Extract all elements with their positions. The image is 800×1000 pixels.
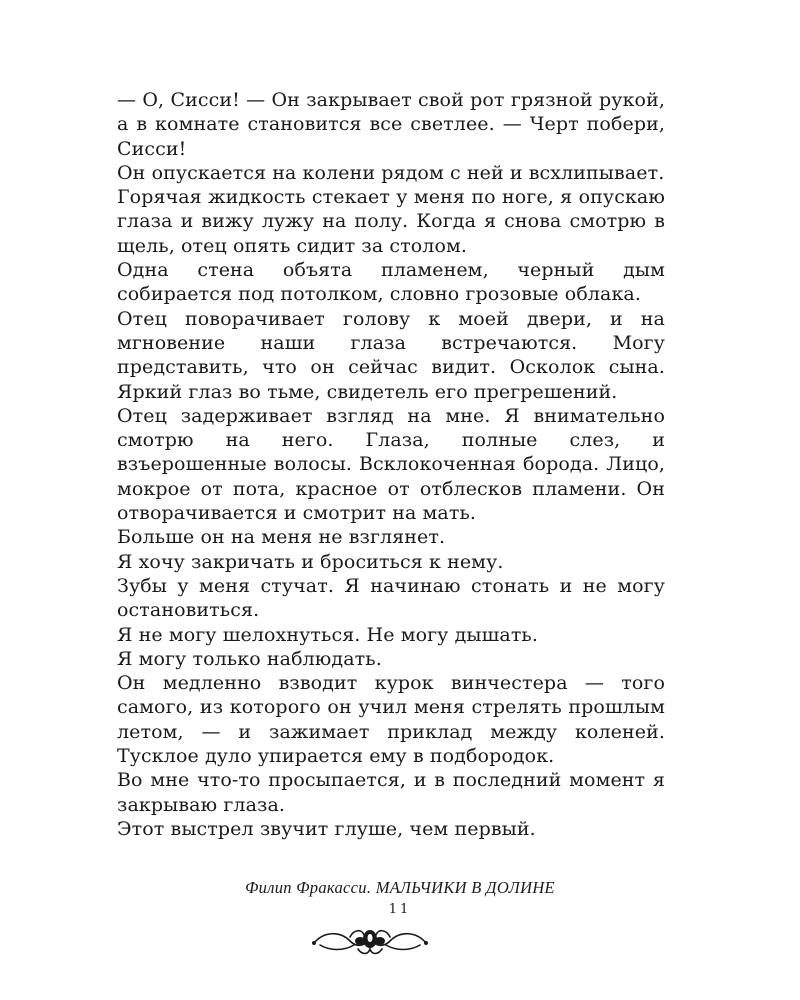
paragraph: Отец задерживает взгляд на мне. Я внимательно смотрю на него. Глаза, полные слез, и взъерошенные волосы. Всклокоченная борода. Лицо, мокрое от пота, красное от отблесков пламени. Он отворачивается и смотрит на мать. — [117, 404, 665, 525]
paragraph: Одна стена объята пламенем, черный дым собирается под потолком, словно грозовые облака. — [117, 259, 665, 306]
ornament-flourish-icon — [310, 921, 430, 959]
paragraph: Он медленно взводит курок винчестера — того самого, из которого он учил меня стрелять прошлым летом, — и зажимает приклад между коленей. Тусклое дуло упирается ему в подбородок. — [117, 672, 665, 768]
paragraph: Горячая жидкость стекает у меня по ноге, я опускаю глаза и вижу лужу на полу. Когда я снова смотрю в щель, отец опять сидит за столом. — [117, 186, 665, 257]
paragraph: Во мне что-то просыпается, и в последний момент я закрываю глаза. — [117, 769, 665, 816]
running-title: Филип Фракасси. МАЛЬЧИКИ В ДОЛИНЕ — [245, 878, 555, 897]
paragraph: Зубы у меня стучат. Я начинаю стонать и не могу остановиться. — [117, 574, 665, 622]
paragraph: Я не могу шелохнуться. Не могу дышать. — [117, 623, 539, 646]
paragraph: Больше он на меня не взглянет. — [117, 526, 446, 549]
paragraph: Он опускается на колени рядом с ней и всхлипывает. — [117, 161, 665, 184]
page-body — [117, 88, 665, 841]
paragraph: Отец поворачивает голову к моей двери, и на мгновение наши глаза встречаются. Могу представить, что он сейчас видит. Осколок сына. Яркий глаз во тьме, свидетель его прегрешений. — [117, 307, 665, 403]
paragraph: Этот выстрел звучит глуше, чем первый. — [117, 817, 536, 840]
page-number: 11 — [388, 902, 412, 917]
paragraph: Я могу только наблюдать. — [117, 647, 382, 670]
paragraph: — О, Сисси! — Он закрывает свой рот грязной рукой, а в комнате становится все светлее. — Черт побери, Сисси! — [117, 89, 665, 160]
paragraph: Я хочу закричать и броситься к нему. — [117, 550, 504, 573]
